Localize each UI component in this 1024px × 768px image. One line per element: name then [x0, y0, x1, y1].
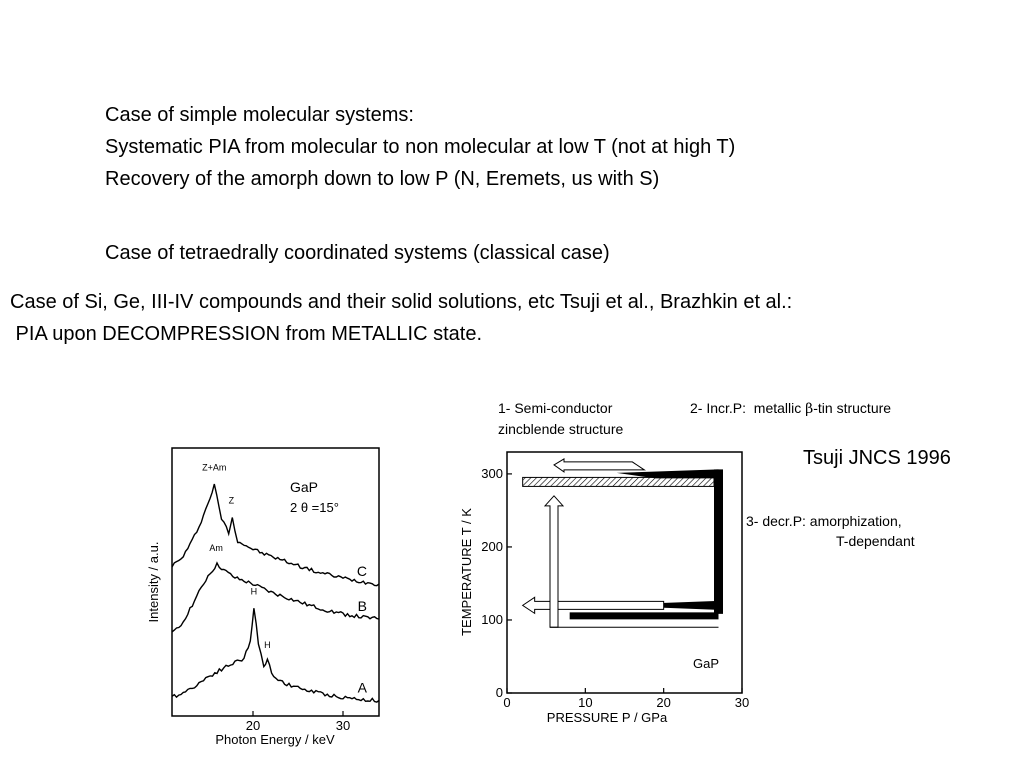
text-line-3: Recovery of the amorph down to low P (N, Eremets, us with S) — [105, 168, 660, 190]
spectrum-line-B — [172, 563, 379, 632]
peak-label-2: Am — [209, 543, 223, 554]
spectra-ylabel: Intensity / a.u. — [146, 541, 161, 623]
spectra-xlabel: Photon Energy / keV — [215, 732, 335, 747]
pt-x-tick-label-0: 0 — [503, 695, 511, 710]
spectrum-line-C — [172, 484, 379, 586]
text-line-6: PIA upon DECOMPRESSION from METALLIC state. — [10, 323, 483, 345]
series-label-C: C — [356, 563, 367, 580]
pt-xlabel: PRESSURE P / GPa — [546, 710, 668, 725]
beta-symbol: β — [805, 401, 814, 417]
pt-x-tick-label-20: 20 — [656, 695, 671, 710]
pt-hatched-band-300k — [523, 477, 714, 486]
spectra-sample-label: GaP — [290, 479, 319, 495]
pt-max-pressure-bar — [714, 469, 723, 613]
annotation-step1-line2: zincblende structure — [498, 421, 624, 437]
annotation-step2 — [690, 400, 891, 418]
pt-decompression-arrow-lowT — [523, 597, 664, 613]
pt-decompression-arrow-300k — [554, 459, 644, 472]
peak-label-1: Z — [228, 495, 235, 506]
peak-label-0: Z+Am — [202, 462, 227, 473]
pt-ticks-group — [481, 466, 749, 710]
pt-sample-label: GaP — [693, 656, 720, 671]
pt-x-tick-label-30: 30 — [734, 695, 750, 710]
spectra-plot-frame — [172, 448, 379, 716]
citation: Tsuji JNCS 1996 — [803, 447, 951, 469]
spectrum-line-A — [172, 608, 379, 702]
spectra-x-tick-label-30: 30 — [335, 718, 351, 733]
pt-lowT-black-bar — [570, 612, 719, 619]
annotation-step3-line2: T-dependant — [836, 533, 915, 549]
pt-path-chart — [455, 440, 760, 730]
annotation-step3-line1: 3- decr.P: amorphization, — [746, 513, 902, 529]
series-label-B: B — [357, 598, 367, 615]
text-line-1: Case of simple molecular systems: — [105, 104, 414, 126]
text-line-2: Systematic PIA from molecular to non molecular at low T (not at high T) — [105, 136, 736, 158]
annotation-step1-line1: 1- Semi-conductor — [498, 400, 613, 416]
pt-ylabel: TEMPERATURE T / K — [459, 508, 474, 636]
annotation-step2-suffix: -tin structure — [813, 400, 892, 416]
pt-y-tick-label-300: 300 — [481, 465, 503, 481]
text-line-4: Case of tetraedrally coordinated systems (classical case) — [105, 242, 610, 264]
annotation-step2-prefix: 2- Incr.P: metallic — [690, 400, 806, 416]
series-label-A: A — [357, 679, 367, 696]
spectra-angle-label: 2 θ =15° — [290, 500, 339, 515]
pt-y-tick-label-200: 200 — [481, 538, 503, 554]
pt-path-group — [523, 459, 723, 627]
spectra-x-tick-label-20: 20 — [245, 718, 261, 733]
spectra-ticks-group — [246, 711, 350, 733]
text-line-5: Case of Si, Ge, III-IV compounds and their solid solutions, etc Tsuji et al., Brazhkin et al.: — [10, 291, 793, 313]
spectra-series-group — [172, 484, 379, 702]
peak-label-3: H — [250, 586, 258, 597]
pt-y-tick-label-100: 100 — [481, 611, 503, 627]
spectra-chart — [140, 440, 390, 752]
pt-y-tick-label-0: 0 — [495, 685, 503, 700]
peak-label-4: H — [264, 639, 271, 650]
pt-x-tick-label-10: 10 — [578, 695, 593, 710]
